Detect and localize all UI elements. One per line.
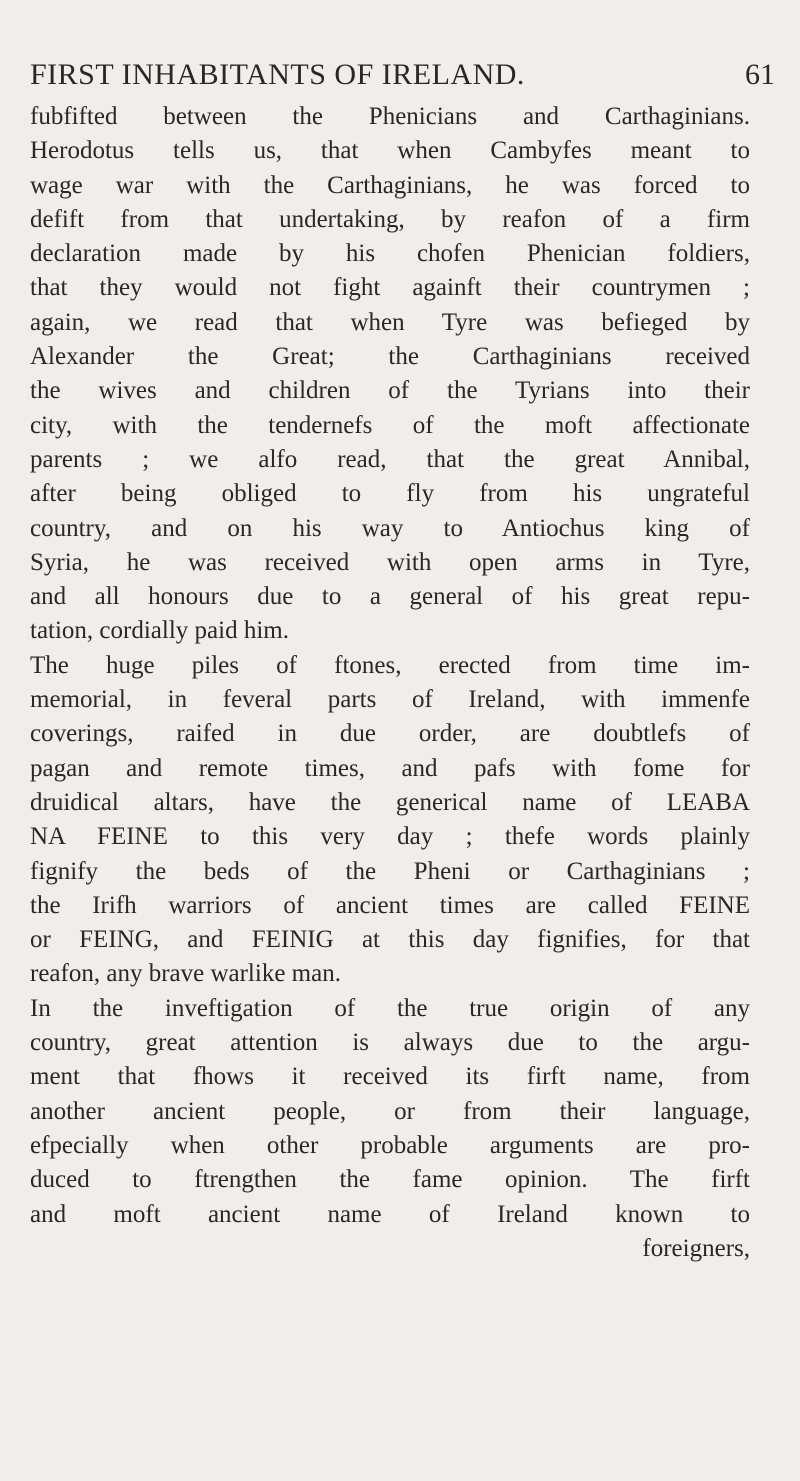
- text-line: that they would not fight againft their countrymen ;: [30, 274, 750, 302]
- text-line: parents ; we alfo read, that the great Annibal,: [30, 445, 750, 473]
- text-line: and moft ancient name of Ireland known to: [30, 1200, 750, 1228]
- page-header: [30, 58, 775, 98]
- running-head: FIRST INHABITANTS OF IRELAND.: [30, 58, 525, 91]
- text-line: declaration made by his chofen Phenician foldiers,: [30, 240, 750, 268]
- text-line: memorial, in feveral parts of Ireland, with immenfe: [30, 686, 750, 714]
- text-line: another ancient people, or from their language,: [30, 1097, 750, 1125]
- text-line: and all honours due to a general of his great repu-: [30, 583, 750, 611]
- text-line: country, great attention is always due to the argu-: [30, 1029, 750, 1057]
- text-line: Alexander the Great; the Carthaginians received: [30, 343, 750, 371]
- text-line: druidical altars, have the generical name of LEABA: [30, 788, 750, 816]
- text-line: In the inveftigation of the true origin of any: [30, 994, 750, 1022]
- text-line: reafon, any brave warlike man.: [30, 960, 341, 988]
- text-line: The huge piles of ftones, erected from time im-: [30, 651, 750, 679]
- text-line: coverings, raifed in due order, are doubtlefs of: [30, 720, 750, 748]
- text-line: pagan and remote times, and pafs with fome for: [30, 754, 750, 782]
- text-line: wage war with the Carthaginians, he was forced to: [30, 171, 750, 199]
- text-line: ment that fhows it received its firft name, from: [30, 1063, 750, 1091]
- text-line: the wives and children of the Tyrians into their: [30, 377, 750, 405]
- text-line: tation, cordially paid him.: [30, 617, 289, 645]
- text-line: NA FEINE to this very day ; thefe words plainly: [30, 823, 750, 851]
- text-line: Herodotus tells us, that when Cambyfes meant to: [30, 137, 750, 165]
- text-line: or FEING, and FEINIG at this day fignifies, for that: [30, 926, 750, 954]
- text-line: defift from that undertaking, by reafon of a firm: [30, 205, 750, 233]
- text-line: the Irifh warriors of ancient times are called FEINE: [30, 891, 750, 919]
- page-number: 61: [745, 58, 775, 91]
- text-line: efpecially when other probable arguments are pro-: [30, 1131, 750, 1159]
- catchword: foreigners,: [642, 1234, 750, 1262]
- body-text: [30, 100, 750, 1266]
- text-line: city, with the tendernefs of the moft affectionate: [30, 411, 750, 439]
- text-line: duced to ftrengthen the fame opinion. The firft: [30, 1166, 750, 1194]
- text-line: again, we read that when Tyre was befieged by: [30, 308, 750, 336]
- text-line: after being obliged to fly from his ungrateful: [30, 480, 750, 508]
- text-line: country, and on his way to Antiochus king of: [30, 514, 750, 542]
- text-line: fignify the beds of the Pheni or Carthaginians ;: [30, 857, 750, 885]
- text-line: Syria, he was received with open arms in Tyre,: [30, 548, 750, 576]
- text-line: fubfifted between the Phenicians and Carthaginians.: [30, 103, 750, 130]
